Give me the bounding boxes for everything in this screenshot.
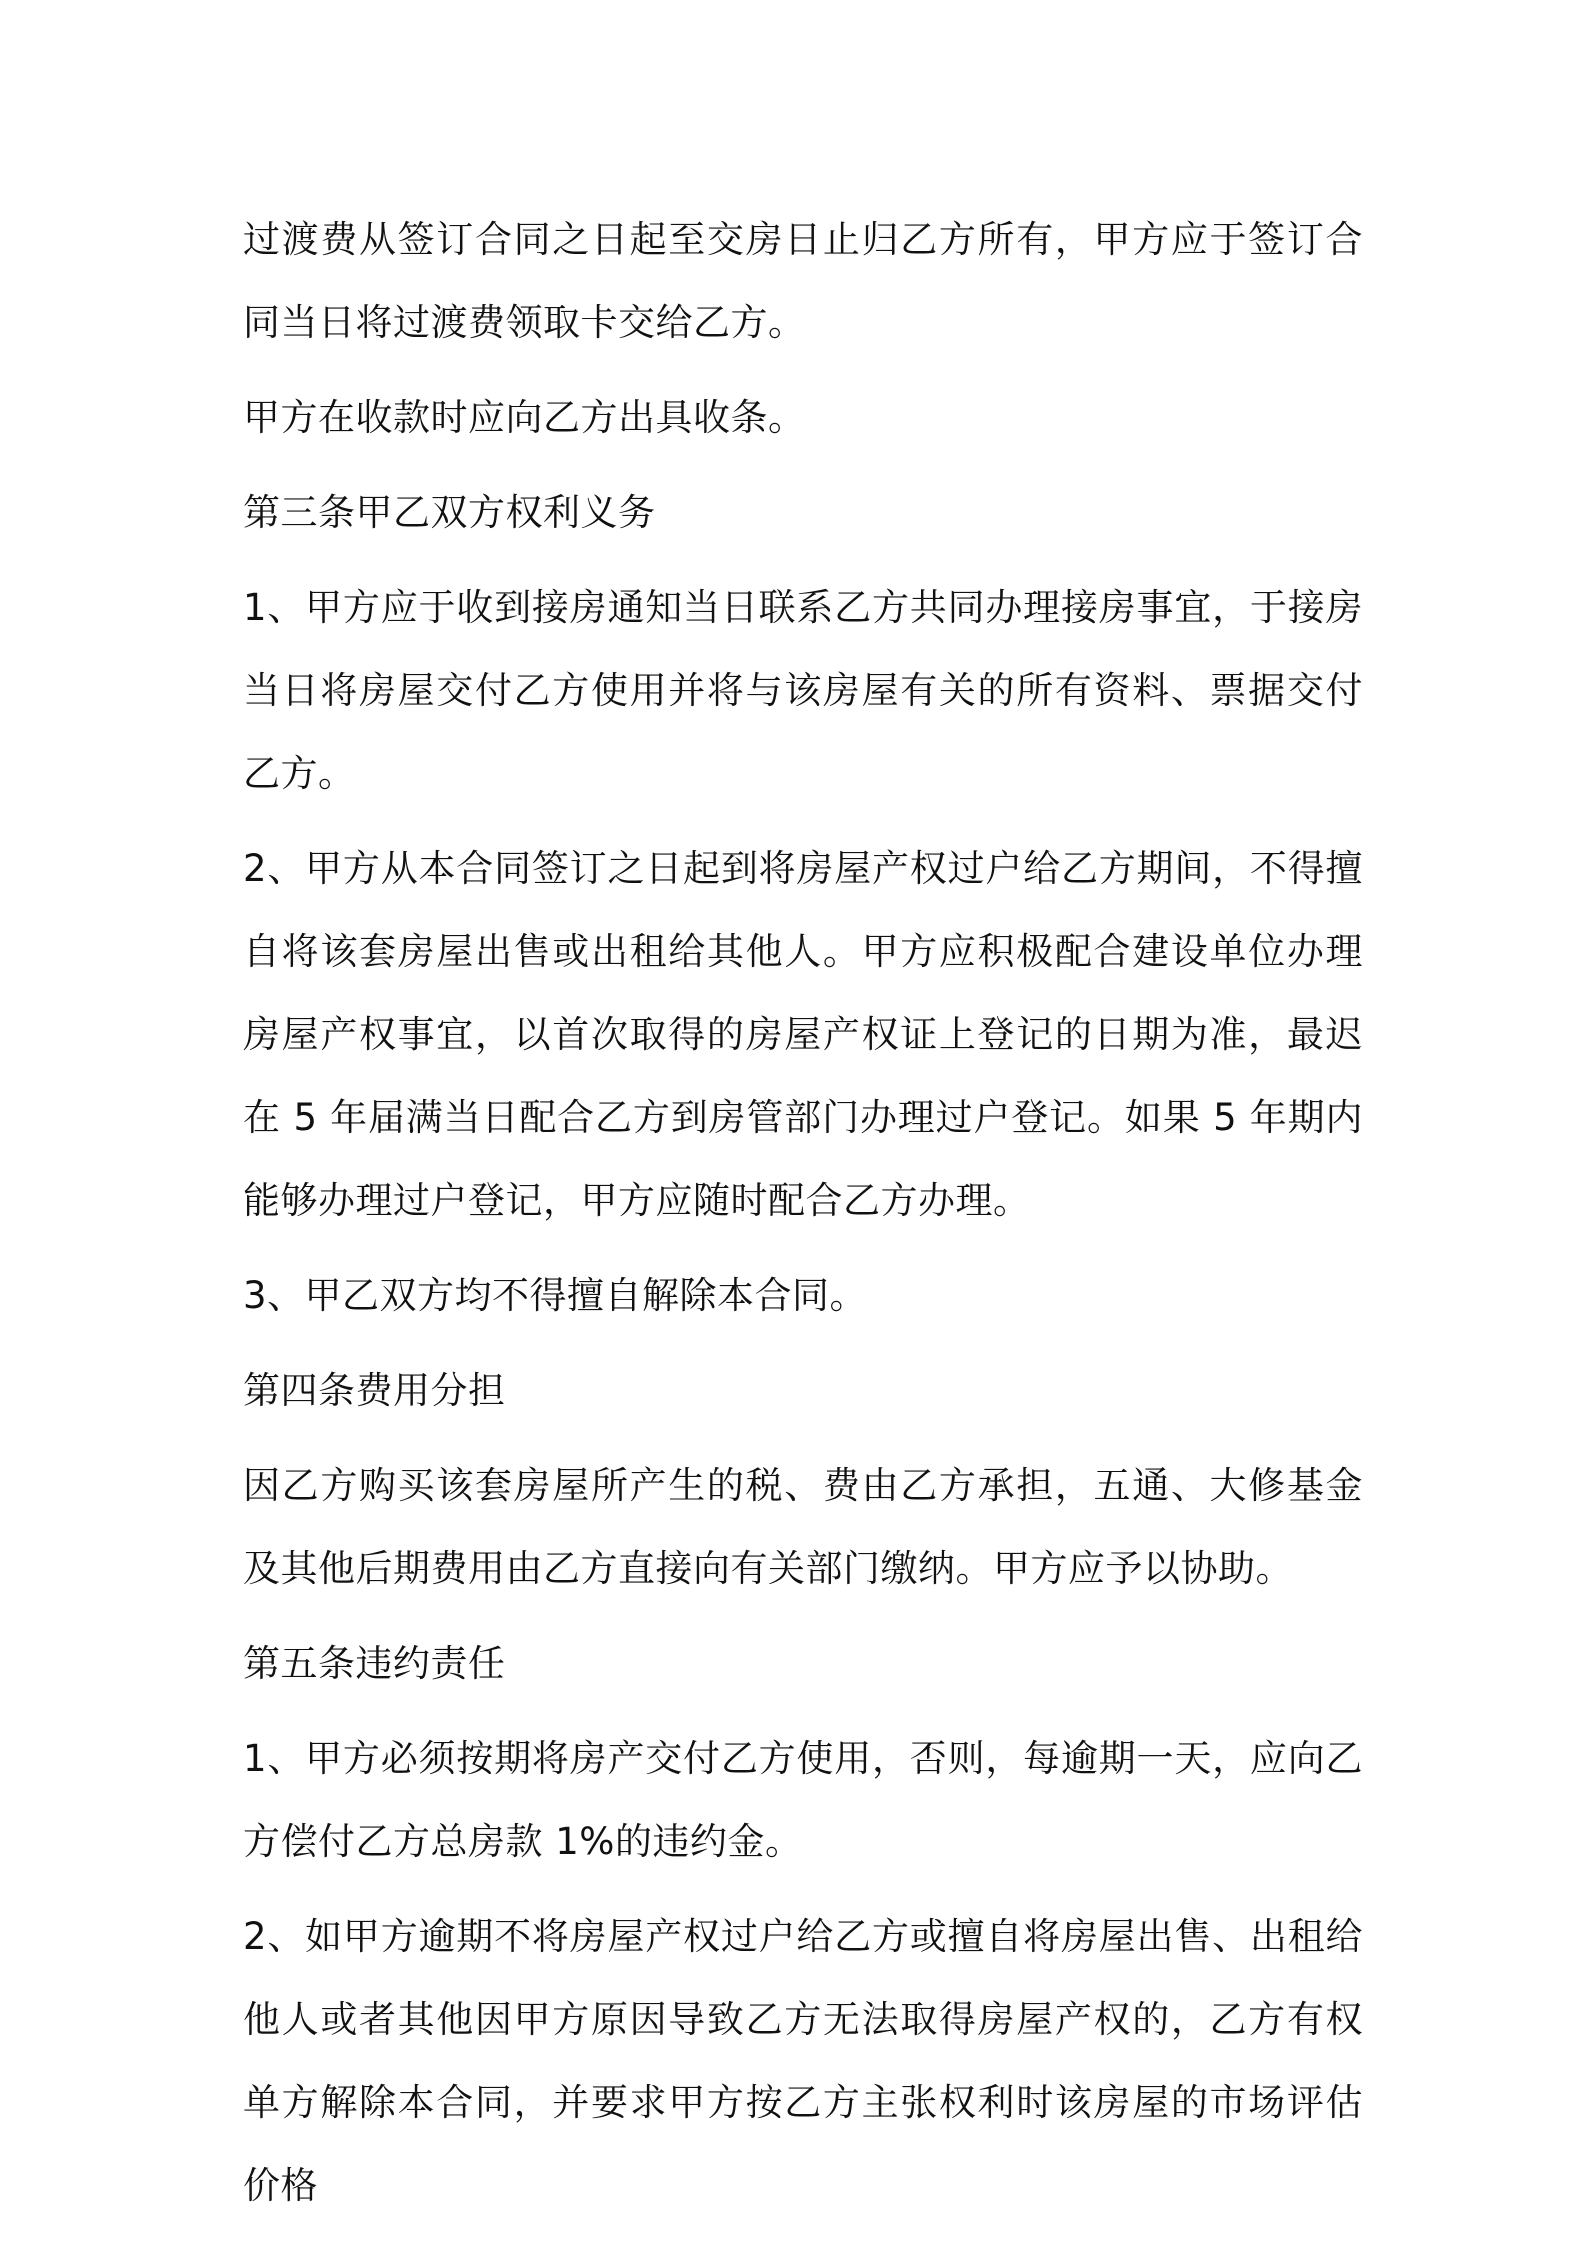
paragraph-article-5-item-1: 1、甲方必须按期将房产交付乙方使用，否则，每逾期一天，应向乙方偿付乙方总房款 1%的违约金。	[243, 1737, 1363, 1863]
paragraph-receipt: 甲方在收款时应向乙方出具收条。	[243, 396, 806, 439]
paragraph-article-4-body: 因乙方购买该套房屋所产生的税、费由乙方承担，五通、大修基金及其他后期费用由乙方直接向有关部门缴纳。甲方应予以协助。	[243, 1464, 1363, 1590]
heading-article-3: 第三条甲乙双方权利义务	[243, 491, 656, 534]
paragraph-article-3-item-3: 3、甲乙双方均不得擅自解除本合同。	[243, 1274, 868, 1317]
paragraph-article-3-item-2: 2、甲方从本合同签订之日起到将房屋产权过户给乙方期间，不得擅自将该套房屋出售或出租给其他人。甲方应积极配合建设单位办理房屋产权事宜，以首次取得的房屋产权证上登记的日期为准，最迟在 5 年届满当日配合乙方到房管部门办理过户登记。如果 5 年期内能够办理过户登记，甲方应随时配合乙方办理。	[243, 847, 1363, 1222]
paragraph-article-5-item-2: 2、如甲方逾期不将房屋产权过户给乙方或擅自将房屋出售、出租给他人或者其他因甲方原因导致乙方无法取得房屋产权的，乙方有权单方解除本合同，并要求甲方按乙方主张权利时该房屋的市场评估价格	[243, 1915, 1363, 2207]
paragraph-article-3-item-1: 1、甲方应于收到接房通知当日联系乙方共同办理接房事宜，于接房当日将房屋交付乙方使用并将与该房屋有关的所有资料、票据交付乙方。	[243, 586, 1363, 795]
heading-article-5: 第五条违约责任	[243, 1642, 506, 1685]
paragraph-transition-fee: 过渡费从签订合同之日起至交房日止归乙方所有，甲方应于签订合同当日将过渡费领取卡交给乙方。	[243, 218, 1363, 344]
heading-article-4: 第四条费用分担	[243, 1369, 506, 1412]
document-body	[243, 198, 1363, 2239]
